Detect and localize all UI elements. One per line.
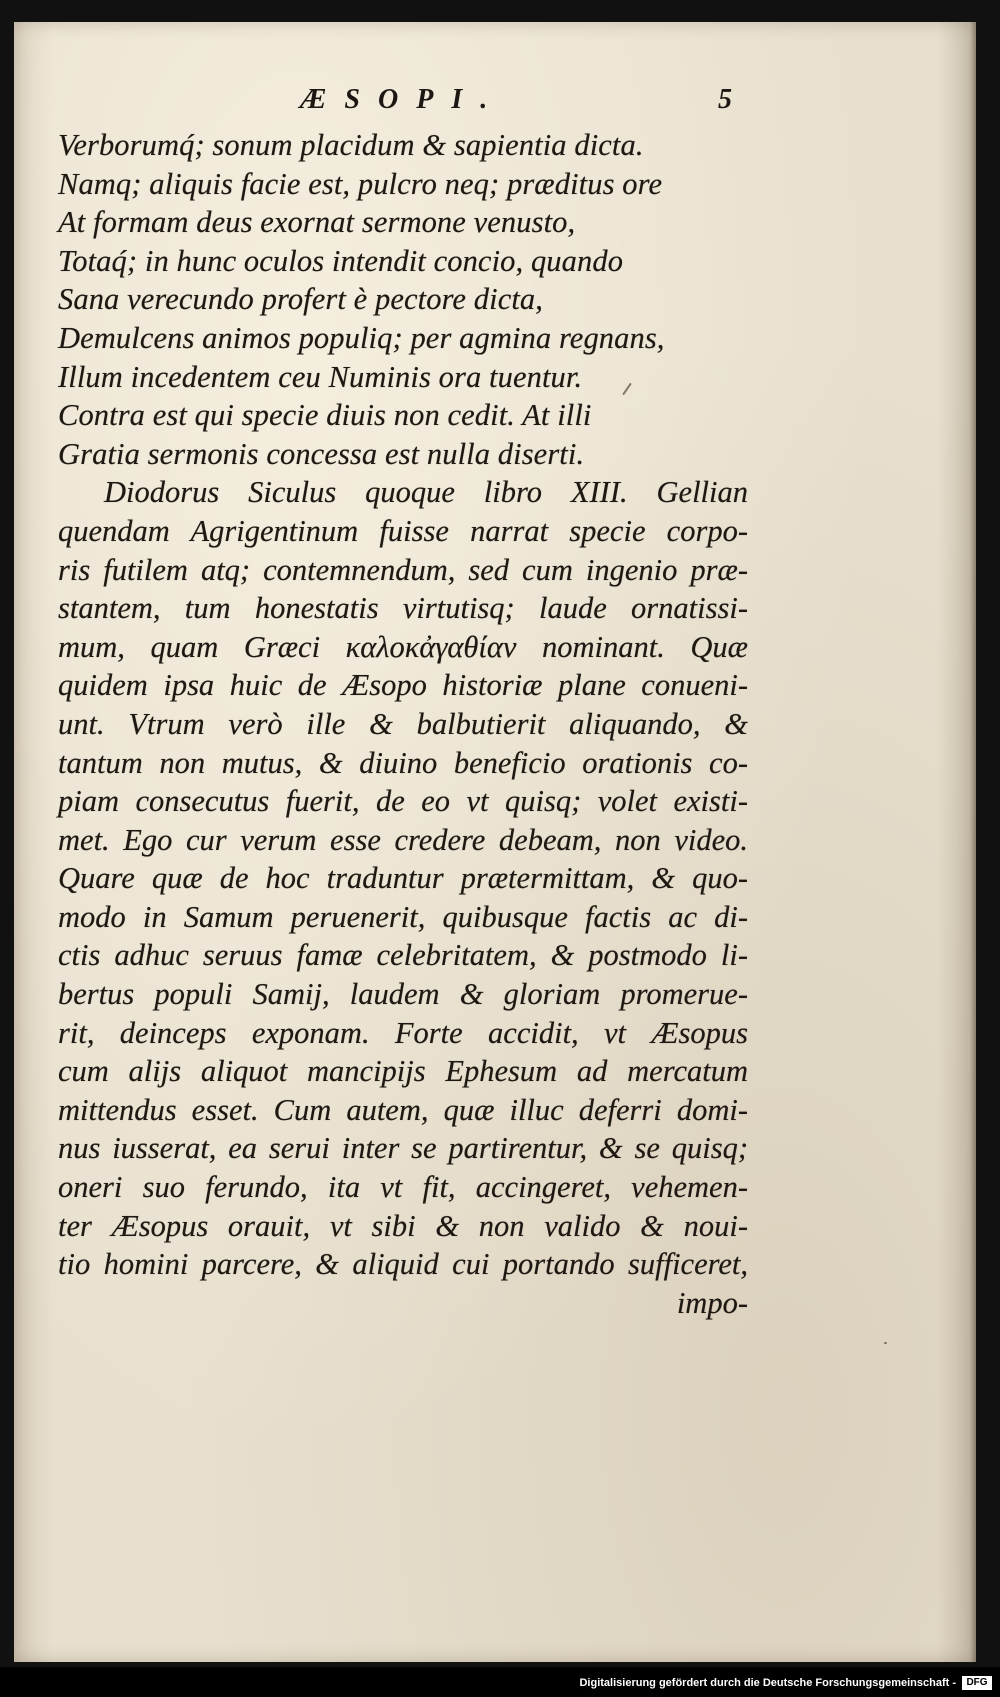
funding-credit: Digitalisierung gefördert durch die Deutsche Forschungsgemeinschaft - (579, 1677, 956, 1689)
page-number: 5 (718, 84, 732, 115)
verse-quotation (58, 126, 748, 473)
prose-line: tio homini parcere, & aliquid cui portando sufficeret, (58, 1247, 748, 1282)
prose-line: mittendus esset. Cum autem, quæ illuc deferri domi- (58, 1092, 748, 1127)
prose-line: ter Æsopus orauit, vt sibi & non valido & noui- (58, 1208, 748, 1243)
verse-line: Gratia sermonis concessa est nulla diserti. (58, 436, 585, 471)
dfg-logo: DFG (962, 1676, 992, 1690)
prose-line: piam consecutus fuerit, de eo vt quisq; volet existi- (58, 784, 748, 819)
digitization-footer (0, 1667, 1000, 1697)
page-header (14, 84, 976, 124)
prose-line: ris futilem atq; contemnendum, sed cum ingenio præ- (58, 552, 748, 587)
prose-line: Quare quæ de hoc traduntur prætermittam, & quo- (58, 861, 748, 896)
prose-line: stantem, tum honestatis virtutisq; laude ornatissi- (58, 591, 748, 626)
prose-line: unt. Vtrum verò ille & balbutierit aliquando, & (58, 706, 748, 741)
page-edge-shadow (970, 22, 976, 1662)
prose-line: oneri suo ferundo, ita vt fit, accingeret, vehemen- (58, 1170, 748, 1205)
prose-line: modo in Samum peruenerit, quibusque factis ac di- (58, 899, 748, 934)
prose-line: ctis adhuc seruus famæ celebritatem, & postmodo li- (58, 938, 748, 973)
prose-line: tantum non mutus, & diuino beneficio orationis co- (58, 745, 748, 780)
prose-line: quendam Agrigentinum fuisse narrat specie corpo- (58, 513, 748, 548)
prose-line: met. Ego cur verum esse credere debeam, non video. (58, 822, 748, 857)
verse-line: Contra est qui specie diuis non cedit. At illi (58, 398, 592, 433)
paper-speck (884, 1342, 887, 1344)
verse-line: Sana verecundo profert è pectore dicta, (58, 282, 543, 317)
prose-line: bertus populi Samij, laudem & gloriam promerue- (58, 977, 748, 1012)
prose-paragraph (58, 473, 748, 1322)
verse-line: Totaq́; in hunc oculos intendit concio, quando (58, 243, 624, 278)
prose-line: mum, quam Græci καλοκἀγαθίαν nominant. Quæ (58, 629, 748, 664)
prose-line: rit, deinceps exponam. Forte accidit, vt Æsopus (58, 1015, 748, 1050)
book-page (14, 22, 976, 1662)
verse-line: Namq; aliquis facie est, pulcro neq; præditus ore (58, 166, 663, 201)
text-block (58, 126, 748, 1322)
verse-line: At formam deus exornat sermone venusto, (58, 205, 576, 240)
prose-line: quidem ipsa huic de Æsopo historiæ plane conueni- (58, 668, 748, 703)
verse-line: Verborumq́; sonum placidum & sapientia dicta. (58, 128, 644, 162)
prose-line: Diodorus Siculus quoque libro XIII. Gellian (104, 475, 748, 510)
prose-line: nus iusserat, ea serui inter se partirentur, & se quisq; (58, 1131, 748, 1166)
running-head: ÆSOPI. (300, 84, 506, 115)
verse-line: Demulcens animos populiq; per agmina regnans, (58, 320, 665, 355)
catchword: impo- (676, 1285, 748, 1320)
prose-line: cum alijs aliquot mancipijs Ephesum ad mercatum (58, 1054, 748, 1089)
verse-line: Illum incedentem ceu Numinis ora tuentur. (58, 359, 583, 394)
